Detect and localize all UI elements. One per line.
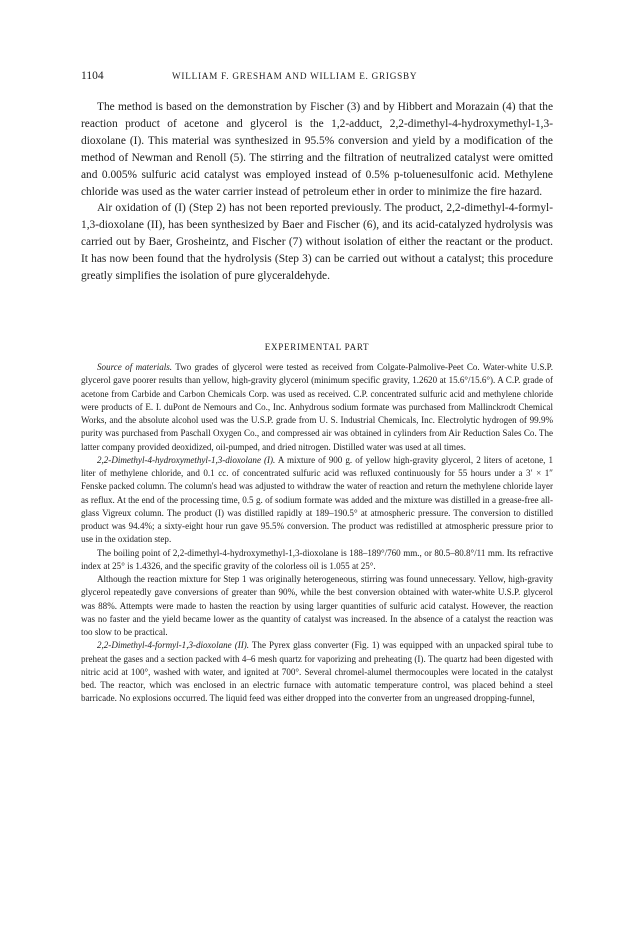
materials-label: Source of materials. — [97, 362, 173, 372]
step1-paragraph: Although the reaction mixture for Step 1 was originally heterogeneous, stirring was found unnecessary. Yellow, high-gravity glycerol repeatedly gave conversions of greater than 90%, while the best conversion obtained with water-white U.S.P. glycerol was 88%. Attempts were made to hasten the reaction by using larger quantities of sulfuric acid catalyst. However, the reaction was no faster and the yield became lower as the quantity of catalyst was increased. In the absence of a catalyst the reaction was too slow to be practical. — [81, 574, 553, 637]
compound-i-paragraph — [81, 454, 553, 547]
compound-ii-text: The Pyrex glass converter (Fig. 1) was equipped with an unpacked spiral tube to preheat the gases and a section packed with 4–6 mesh quartz for vaporizing and preheating (I). The quartz had been digested with nitric acid at 100°, washed with water, and ignited at 700°. Several chromel-alumel thermocouples were located in the catalyst bed. The reactor, which was enclosed in an electric furnace with automatic temperature control, was placed behind a steel barricade. No explosions occurred. The liquid feed was either dropped into the converter from an ungreased dropping-funnel, — [81, 640, 553, 704]
experimental-text — [81, 361, 553, 706]
running-title: WILLIAM F. GRESHAM AND WILLIAM E. GRIGSBY — [172, 71, 418, 81]
intro-paragraph-1: The method is based on the demonstration by Fischer (3) and by Hibbert and Morazain (4) that the reaction product of acetone and glycerol is the 1,2-adduct, 2,2-dimethyl-4-hydroxymethyl-1,3-dioxolane (I). This material was synthesized in 95.5% conversion and yield by a modification of the method of Newman and Renoll (5). The stirring and the filtration of neutralized catalyst were omitted and 0.005% sulfuric acid catalyst was employed instead of 0.5% p-toluenesulfonic acid. Methylene chloride was used as the water carrier instead of petroleum ether in order to minimize the fire hazard. — [81, 101, 553, 198]
introduction-text — [81, 99, 553, 285]
boiling-point-paragraph: The boiling point of 2,2-dimethyl-4-hydroxymethyl-1,3-dioxolane is 188–189°/760 mm., or 80.5–80.8°/11 mm. Its refractive index at 25° is 1.4326, and the specific gravity of the colorless oil is 1.055 at 25°. — [81, 547, 553, 571]
section-heading: EXPERIMENTAL PART — [264, 342, 370, 352]
page-number: 1104 — [81, 70, 104, 82]
compound-ii-paragraph — [81, 639, 553, 705]
running-header — [81, 70, 553, 84]
compound-i-label: 2,2-Dimethyl-4-hydroxymethyl-1,3-dioxolane (I). — [97, 454, 276, 465]
materials-text: Two grades of glycerol were tested as received from Colgate-Palmolive-Peet Co. Water-white U.S.P. glycerol gave poorer results than yellow, high-gravity glycerol (minimum specific gravity, 1.2620 at 15.6°/15.6°). A C.P. grade of acetone from Carbide and Carbon Chemicals Corp. was used as received. C.P. concentrated sulfuric acid and methylene chloride were products of E. I. duPont de Nemours and Co., Inc. Anhydrous sodium formate was purchased from Mallinckrodt Chemical Works, and the absolute alcohol used was the U.S.P. grade from U. S. Industrial Chemicals, Inc. Electrolytic hydrogen of 99.9% purity was purchased from Paschall Oxygen Co., and compressed air was obtained in cylinders from Air Reduction Sales Co. The latter company provided deoxidized, oil-pumped, and dried nitrogen. Distilled water was used at all times. — [81, 362, 553, 452]
compound-i-text: A mixture of 900 g. of yellow high-gravity glycerol, 2 liters of acetone, 1 liter of methylene chloride, and 0.1 cc. of concentrated sulfuric acid was refluxed continuously for 55 hours under a 3′ × 1″ Fenske packed column. The column's head was adjusted to withdraw the water of reaction and return the methylene chloride layer as reflux. At the end of the processing time, 0.5 g. of sodium formate was added and the mixture was distilled in a grease-free all-glass Vigreux column. The product (I) was distilled rapidly at 189–190.5° at atmospheric pressure. The conversion to distilled product was 94.4%; a sixty-eight hour run gave 95.5% conversion. The product was redistilled at atmospheric pressure prior to use in the oxidation step. — [81, 454, 553, 545]
materials-paragraph — [81, 361, 553, 454]
intro-paragraph-2: Air oxidation of (I) (Step 2) has not been reported previously. The product, 2,2-dimethyl-4-formyl-1,3-dioxolane (II), has been synthesized by Baer and Fischer (6), and its acid-catalyzed hydrolysis was carried out by Baer, Grosheintz, and Fischer (7) without isolation of either the reactant or the product. It has now been found that the hydrolysis (Step 3) can be carried out without a catalyst; this procedure greatly simplifies the isolation of pure glyceraldehyde. — [81, 202, 553, 283]
compound-ii-label: 2,2-Dimethyl-4-formyl-1,3-dioxolane (II). — [97, 640, 250, 651]
